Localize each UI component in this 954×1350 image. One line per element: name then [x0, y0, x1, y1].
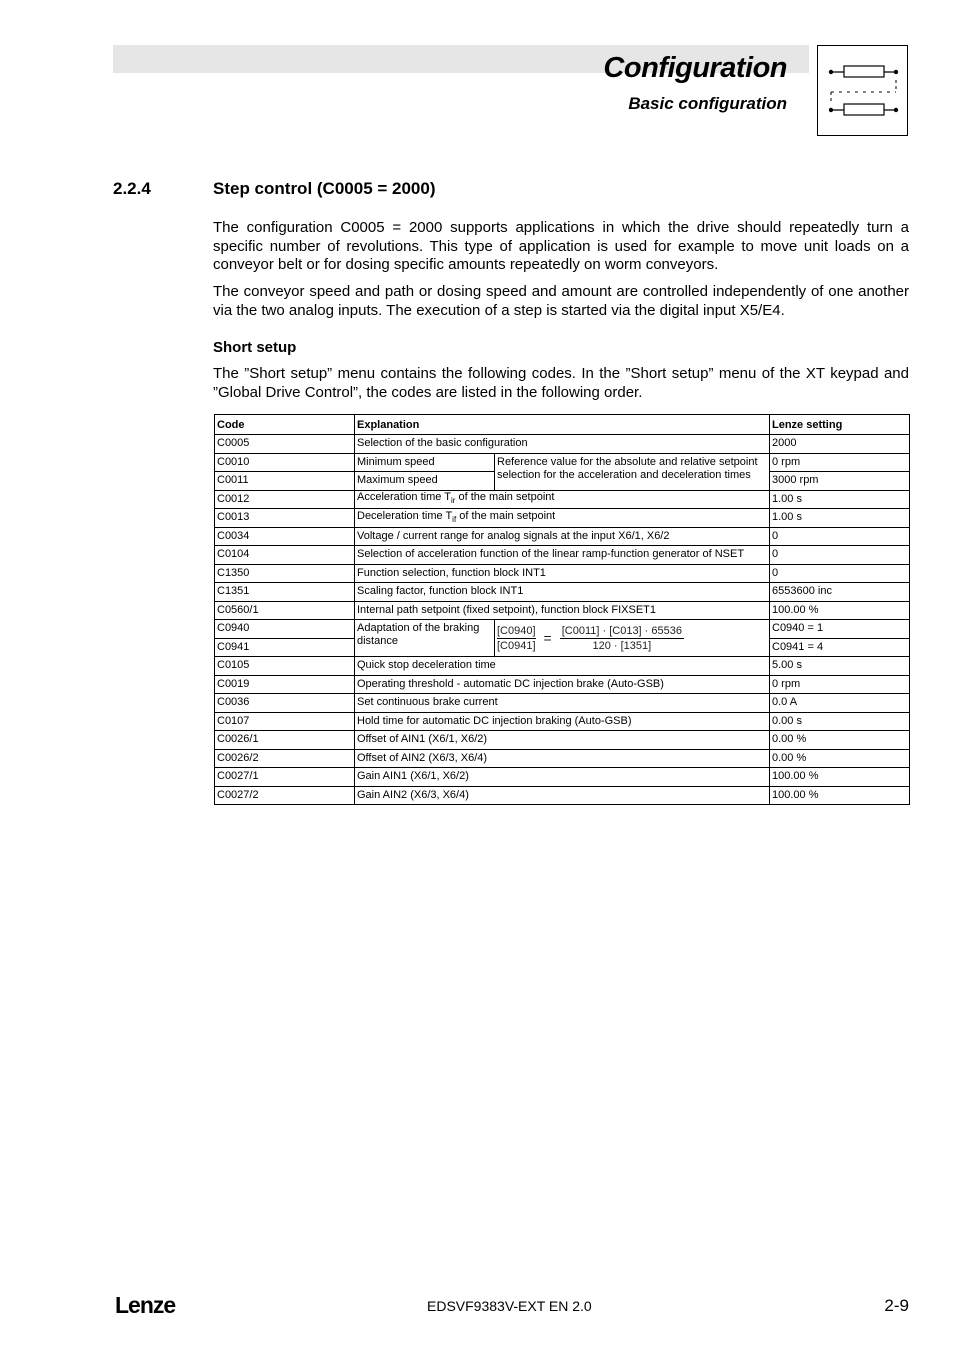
cell-explanation: Gain AIN2 (X6/3, X6/4) — [355, 786, 770, 805]
cell-code: C0027/2 — [215, 786, 355, 805]
cell-setting: 0 rpm — [770, 453, 910, 472]
table-row — [215, 675, 910, 694]
formula-rhs-top: [C0011] · [C013] · 65536 — [561, 624, 682, 637]
cell-code: C0105 — [215, 657, 355, 676]
formula-lhs-top: [C0940] — [497, 624, 536, 637]
cell-setting: 100.00 % — [770, 768, 910, 787]
table-row — [215, 694, 910, 713]
cell-explanation: Offset of AIN2 (X6/3, X6/4) — [355, 749, 770, 768]
cell-explanation: Selection of the basic configuration — [355, 435, 770, 454]
cell-explanation: Selection of acceleration function of the linear ramp-function generator of NSET — [355, 546, 770, 565]
cell-setting: 0.00 % — [770, 749, 910, 768]
cell-setting: 0 — [770, 527, 910, 546]
table-row — [215, 490, 910, 509]
table-row — [215, 601, 910, 620]
intro-paragraph: The configuration C0005 = 2000 supports applications in which the drive should repeatedly turn a specific number of revolutions. This type of application is used for example to move unit loads on a conveyor belt or for dosing specific amounts repeatedly on worm conveyors. — [213, 219, 909, 273]
cell-code: C0026/1 — [215, 731, 355, 750]
cell-explanation: Maximum speed — [355, 472, 495, 491]
section-number: 2.2.4 — [113, 179, 151, 198]
cell-explanation: Offset of AIN1 (X6/1, X6/2) — [355, 731, 770, 750]
cell-code: C0026/2 — [215, 749, 355, 768]
table-row — [215, 509, 910, 528]
cell-code: C0941 — [215, 638, 355, 657]
cell-code: C0560/1 — [215, 601, 355, 620]
table-row — [215, 749, 910, 768]
cell-code: C1351 — [215, 583, 355, 602]
formula-rhs-bottom: 120 · [1351] — [592, 639, 652, 652]
table-row — [215, 657, 910, 676]
cell-explanation: Acceleration time $T_{ir}$ of the main setpoint — [355, 490, 770, 509]
cell-explanation: Hold time for automatic DC injection braking (Auto-GSB) — [355, 712, 770, 731]
header-setting: Lenze setting — [770, 415, 910, 435]
document-id: EDSVF9383V-EXT EN 2.0 — [427, 1298, 592, 1314]
cell-code: C0005 — [215, 435, 355, 454]
table-row — [215, 546, 910, 565]
header-code: Code — [215, 415, 355, 435]
cell-setting: 100.00 % — [770, 786, 910, 805]
cell-code: C0010 — [215, 453, 355, 472]
lenze-logo: Lenze — [115, 1292, 176, 1318]
table-row — [215, 620, 910, 639]
cell-code: C0019 — [215, 675, 355, 694]
cell-code: C0012 — [215, 490, 355, 509]
cell-code: C0011 — [215, 472, 355, 491]
cell-code: C1350 — [215, 564, 355, 583]
cell-explanation: Scaling factor, function block INT1 — [355, 583, 770, 602]
cell-setting: 100.00 % — [770, 601, 910, 620]
cell-explanation: Minimum speed — [355, 453, 495, 472]
table-row — [215, 435, 910, 454]
cell-explanation: Set continuous brake current — [355, 694, 770, 713]
speed-note-cell: Reference value for the absolute and relative setpoint selection for the acceleration and deceleration times — [495, 453, 770, 490]
cell-code: C0107 — [215, 712, 355, 731]
table-header-row — [215, 415, 910, 435]
table-row — [215, 527, 910, 546]
cell-setting: 0.00 s — [770, 712, 910, 731]
table-row — [215, 583, 910, 602]
page-title: Configuration — [603, 52, 787, 84]
cell-setting: 0.0 A — [770, 694, 910, 713]
table-row — [215, 731, 910, 750]
cell-code: C0027/1 — [215, 768, 355, 787]
cell-code: C0013 — [215, 509, 355, 528]
cell-explanation: Deceleration time $T_{if}$ of the main setpoint — [355, 509, 770, 528]
cell-setting: 3000 rpm — [770, 472, 910, 491]
cell-explanation: Voltage / current range for analog signals at the input X6/1, X6/2 — [355, 527, 770, 546]
code-table — [214, 414, 910, 805]
table-row — [215, 768, 910, 787]
braking-formula — [497, 624, 767, 653]
cell-setting: C0940 = 1 — [770, 620, 910, 639]
cell-setting: C0941 = 4 — [770, 638, 910, 657]
cell-setting: 1.00 s — [770, 509, 910, 528]
cell-setting: 5.00 s — [770, 657, 910, 676]
cell-setting: 2000 — [770, 435, 910, 454]
cell-explanation: Gain AIN1 (X6/1, X6/2) — [355, 768, 770, 787]
cell-explanation: Adaptation of the braking distance — [355, 620, 495, 657]
cell-explanation: Quick stop deceleration time — [355, 657, 770, 676]
table-row — [215, 786, 910, 805]
cell-explanation: Function selection, function block INT1 — [355, 564, 770, 583]
section-title: Step control (C0005 = 2000) — [213, 179, 436, 198]
table-row — [215, 564, 910, 583]
cell-setting: 6553600 inc — [770, 583, 910, 602]
header-explanation: Explanation — [355, 415, 770, 435]
short-setup-paragraph: The ”Short setup” menu contains the following codes. In the ”Short setup” menu of the XT keypad and ”Global Drive Control”, the codes are listed in the following order. — [213, 365, 909, 401]
formula-lhs-bottom: [C0941] — [497, 639, 536, 652]
page-subtitle: Basic configuration — [628, 94, 787, 113]
control-paragraph: The conveyor speed and path or dosing speed and amount are controlled independently of one another via the two analog inputs. The execution of a step is started via the digital input X5/E4. — [213, 283, 909, 319]
cell-setting: 0 — [770, 546, 910, 565]
cell-setting: 0.00 % — [770, 731, 910, 750]
short-setup-heading: Short setup — [213, 339, 297, 356]
cell-code: C0104 — [215, 546, 355, 565]
cell-setting: 0 rpm — [770, 675, 910, 694]
configuration-diagram-icon — [817, 45, 908, 136]
formula-equals: = — [543, 629, 552, 646]
table-row — [215, 712, 910, 731]
cell-code: C0036 — [215, 694, 355, 713]
cell-code: C0034 — [215, 527, 355, 546]
cell-explanation: Operating threshold - automatic DC injection brake (Auto-GSB) — [355, 675, 770, 694]
table-row — [215, 453, 910, 472]
cell-setting: 0 — [770, 564, 910, 583]
cell-setting: 1.00 s — [770, 490, 910, 509]
cell-code: C0940 — [215, 620, 355, 639]
formula-cell — [495, 620, 770, 657]
cell-explanation: Internal path setpoint (fixed setpoint), function block FIXSET1 — [355, 601, 770, 620]
page-number: 2-9 — [884, 1296, 909, 1315]
